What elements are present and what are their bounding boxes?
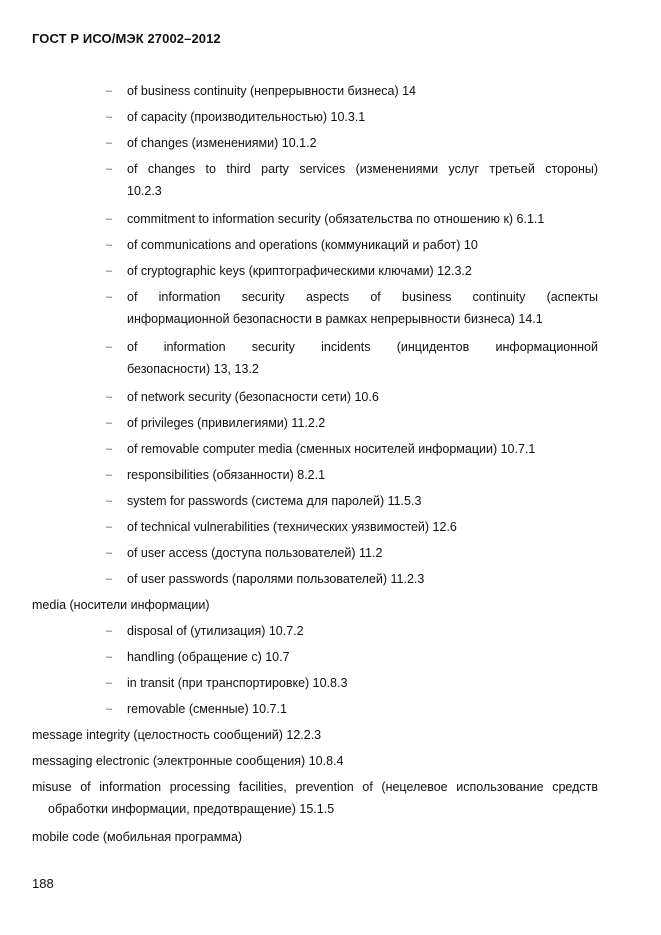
entry-text: of capacity (производительностью) 10.3.1 [127, 110, 366, 124]
index-subentry [106, 106, 598, 132]
index-subentry [106, 620, 598, 646]
entry-text: removable (сменные) 10.7.1 [127, 702, 287, 716]
dash-marker: – [106, 521, 113, 533]
entry-text: of changes to third party services (изменениями услуг третьей стороны) [127, 162, 598, 176]
index-subentry [106, 336, 598, 386]
entry-text: disposal of (утилизация) 10.7.2 [127, 624, 304, 638]
dash-marker: – [106, 239, 113, 251]
entry-text: of cryptographic keys (криптографическими ключами) 12.3.2 [127, 264, 472, 278]
index-entry-misuse [32, 776, 661, 826]
entry-text: of removable computer media (сменных носителей информации) 10.7.1 [127, 442, 536, 456]
dash-marker: – [106, 85, 113, 97]
entry-text: handling (обращение с) 10.7 [127, 650, 290, 664]
dash-marker: – [106, 417, 113, 429]
entry-text: of changes (изменениями) 10.1.2 [127, 136, 317, 150]
index-subentry [106, 412, 598, 438]
entry-text: of privileges (привилегиями) 11.2.2 [127, 416, 326, 430]
entry-continuation: 10.2.3 [127, 184, 162, 198]
dash-marker: – [106, 291, 113, 303]
entry-continuation: информационной безопасности в рамках непрерывности бизнеса) 14.1 [127, 312, 543, 326]
document-header: ГОСТ Р ИСО/МЭК 27002–2012 [32, 31, 221, 46]
index-subentry [106, 698, 598, 724]
dash-marker: – [106, 163, 113, 175]
dash-marker: – [106, 677, 113, 689]
entry-text: of user access (доступа пользователей) 11.2 [127, 546, 383, 560]
index-subentry [106, 132, 598, 158]
dash-marker: – [106, 495, 113, 507]
index-subentry [106, 542, 598, 568]
index-subentry [106, 672, 598, 698]
page-number: 188 [32, 876, 54, 891]
index-subentry [106, 516, 598, 542]
entry-text: of information security incidents (инцидентов информационной [127, 340, 598, 354]
index-subentry [106, 386, 598, 412]
index-entry-media [32, 594, 661, 620]
entry-text: of network security (безопасности сети) 10.6 [127, 390, 379, 404]
index-subentry [106, 234, 598, 260]
index-subentry [106, 80, 598, 106]
index-entry-messaging-electronic [32, 750, 661, 776]
dash-marker: – [106, 341, 113, 353]
index-entry-mobile-code [32, 826, 661, 852]
dash-marker: – [106, 391, 113, 403]
entry-continuation: обработки информации, предотвращение) 15.1.5 [48, 802, 335, 816]
entry-text: message integrity (целостность сообщений) 12.2.3 [32, 728, 322, 742]
dash-marker: – [106, 651, 113, 663]
dash-marker: – [106, 469, 113, 481]
index-subentry [106, 286, 598, 336]
entry-text: misuse of information processing facilities, prevention of (нецелевое использование средств [32, 780, 598, 794]
index-subentry [106, 438, 598, 464]
dash-marker: – [106, 547, 113, 559]
entry-text: of information security aspects of business continuity (аспекты [127, 290, 598, 304]
entry-text: of technical vulnerabilities (технических уязвимостей) 12.6 [127, 520, 457, 534]
dash-marker: – [106, 443, 113, 455]
index-subentry [106, 260, 598, 286]
dash-marker: – [106, 111, 113, 123]
entry-continuation: безопасности) 13, 13.2 [127, 362, 259, 376]
index-subentry [106, 568, 598, 594]
dash-marker: – [106, 573, 113, 585]
index-subentry [106, 464, 598, 490]
index-subentry [106, 646, 598, 672]
entry-text: messaging electronic (электронные сообщения) 10.8.4 [32, 754, 344, 768]
index-subentry [106, 208, 598, 234]
entry-text: of business continuity (непрерывности бизнеса) 14 [127, 84, 417, 98]
index-content [0, 80, 661, 852]
dash-marker: – [106, 213, 113, 225]
index-entry-message-integrity [32, 724, 661, 750]
index-subentry [106, 490, 598, 516]
entry-text: mobile code (мобильная программа) [32, 830, 243, 844]
dash-marker: – [106, 137, 113, 149]
entry-text: of user passwords (паролями пользователей) 11.2.3 [127, 572, 425, 586]
dash-marker: – [106, 703, 113, 715]
dash-marker: – [106, 265, 113, 277]
dash-marker: – [106, 625, 113, 637]
entry-text: responsibilities (обязанности) 8.2.1 [127, 468, 326, 482]
entry-text: in transit (при транспортировке) 10.8.3 [127, 676, 348, 690]
entry-text: system for passwords (система для паролей) 11.5.3 [127, 494, 422, 508]
entry-text: commitment to information security (обязательства по отношению к) 6.1.1 [127, 212, 545, 226]
index-subentry [106, 158, 598, 208]
entry-text: of communications and operations (коммуникаций и работ) 10 [127, 238, 478, 252]
entry-text: media (носители информации) [32, 598, 210, 612]
